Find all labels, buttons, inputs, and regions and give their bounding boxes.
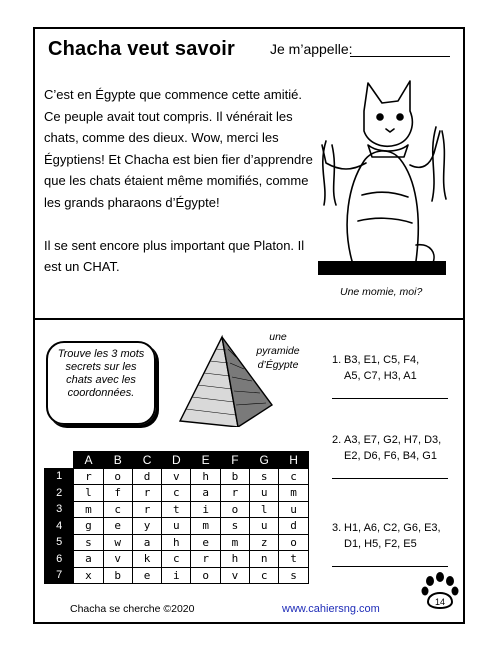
grid-letter-cell[interactable]: b <box>103 567 132 584</box>
grid-letter-cell[interactable]: h <box>220 551 249 568</box>
grid-row <box>45 551 309 568</box>
grid-corner <box>45 452 74 469</box>
grid-letter-cell[interactable]: s <box>250 468 279 485</box>
clue-coords-line1: H1, A6, C2, G6, E3, <box>344 522 441 534</box>
grid-letter-cell[interactable]: u <box>279 501 308 518</box>
grid-letter-cell[interactable]: l <box>74 485 103 502</box>
grid-letter-cell[interactable]: r <box>132 501 161 518</box>
image-caption: Une momie, moi? <box>340 286 423 298</box>
grid-letter-cell[interactable]: c <box>162 485 191 502</box>
grid-letter-cell[interactable]: a <box>191 485 220 502</box>
copyright-text: Chacha se cherche ©2020 <box>70 603 195 615</box>
grid-letter-cell[interactable]: o <box>279 534 308 551</box>
grid-letter-cell[interactable]: s <box>220 518 249 535</box>
grid-letter-cell[interactable]: m <box>74 501 103 518</box>
grid-letter-cell[interactable]: n <box>250 551 279 568</box>
grid-row-header: 3 <box>45 501 74 518</box>
grid-letter-cell[interactable]: c <box>279 468 308 485</box>
clue-coords-line2: E2, D6, F6, B4, G1 <box>344 450 437 462</box>
grid-letter-cell[interactable]: f <box>103 485 132 502</box>
grid-row-header: 6 <box>45 551 74 568</box>
clue-number: 2. <box>332 434 342 446</box>
grid-col-header: A <box>74 452 103 469</box>
grid-letter-cell[interactable]: u <box>250 485 279 502</box>
clue-number: 3. <box>332 522 342 534</box>
clue-1 <box>332 352 419 384</box>
grid-letter-cell[interactable]: k <box>132 551 161 568</box>
clue-coords-line1: A3, E7, G2, H7, D3, <box>344 434 442 446</box>
grid-letter-cell[interactable]: o <box>103 468 132 485</box>
grid-letter-cell[interactable]: a <box>132 534 161 551</box>
clue-3 <box>332 520 441 552</box>
grid-letter-cell[interactable]: x <box>74 567 103 584</box>
paw-print-icon <box>420 572 460 612</box>
clue-2 <box>332 432 441 464</box>
grid-letter-cell[interactable]: h <box>191 468 220 485</box>
answer-line-3[interactable] <box>332 566 448 567</box>
grid-letter-cell[interactable]: w <box>103 534 132 551</box>
instruction-text: Trouve les 3 mots secrets sur les chats avec les coordonnées. <box>57 348 145 399</box>
grid-col-header: F <box>220 452 249 469</box>
grid-letter-cell[interactable]: d <box>132 468 161 485</box>
grid-letter-cell[interactable]: c <box>250 567 279 584</box>
grid-letter-cell[interactable]: e <box>103 518 132 535</box>
mummy-cat-illustration <box>312 75 452 285</box>
grid-letter-cell[interactable]: e <box>132 567 161 584</box>
grid-col-header: C <box>132 452 161 469</box>
grid-row-header: 1 <box>45 468 74 485</box>
grid-letter-cell[interactable]: s <box>279 567 308 584</box>
grid-col-header: E <box>191 452 220 469</box>
grid-row <box>45 567 309 584</box>
grid-letter-cell[interactable]: l <box>250 501 279 518</box>
grid-col-header: B <box>103 452 132 469</box>
grid-letter-cell[interactable]: z <box>250 534 279 551</box>
grid-letter-cell[interactable]: u <box>162 518 191 535</box>
grid-letter-cell[interactable]: t <box>162 501 191 518</box>
grid-letter-cell[interactable]: r <box>220 485 249 502</box>
grid-row-header: 7 <box>45 567 74 584</box>
grid-letter-cell[interactable]: u <box>250 518 279 535</box>
grid-letter-cell[interactable]: r <box>132 485 161 502</box>
section-divider <box>33 318 465 320</box>
grid-letter-cell[interactable]: c <box>103 501 132 518</box>
grid-row-header: 4 <box>45 518 74 535</box>
grid-letter-cell[interactable]: m <box>220 534 249 551</box>
clue-coords-line1: B3, E1, C5, F4, <box>344 354 420 366</box>
grid-letter-cell[interactable]: r <box>191 551 220 568</box>
grid-letter-cell[interactable]: c <box>162 551 191 568</box>
grid-letter-cell[interactable]: i <box>162 567 191 584</box>
grid-letter-cell[interactable]: y <box>132 518 161 535</box>
grid-row <box>45 501 309 518</box>
grid-letter-cell[interactable]: a <box>74 551 103 568</box>
grid-letter-cell[interactable]: d <box>279 518 308 535</box>
clue-coords-line2: D1, H5, F2, E5 <box>344 538 417 550</box>
grid-letter-cell[interactable]: e <box>191 534 220 551</box>
answer-line-2[interactable] <box>332 478 448 479</box>
grid-col-header: H <box>279 452 308 469</box>
grid-letter-cell[interactable]: s <box>74 534 103 551</box>
grid-letter-cell[interactable]: v <box>220 567 249 584</box>
grid-letter-cell[interactable]: o <box>191 567 220 584</box>
grid-body <box>45 468 309 584</box>
grid-col-header: G <box>250 452 279 469</box>
name-blank-line[interactable] <box>350 56 450 57</box>
grid-letter-cell[interactable]: h <box>162 534 191 551</box>
grid-letter-cell[interactable]: m <box>191 518 220 535</box>
grid-letter-cell[interactable]: g <box>74 518 103 535</box>
grid-row-header: 5 <box>45 534 74 551</box>
worksheet-title: Chacha veut savoir <box>48 38 236 60</box>
story-paragraph-1: C’est en Égypte que commence cette amitié. Ce peuple avait tout compris. Il vénérait les chats, comme des dieux. Wow, merci les Égyptiens! Et Chacha est bien fier d’apprendre que les chats étaient même momifiés, comme les grands pharaons d’Égypte! <box>44 87 313 210</box>
grid-header-row <box>45 452 309 469</box>
grid-letter-cell[interactable]: i <box>191 501 220 518</box>
pyramid-label: une pyramide d’Égypte <box>256 331 300 371</box>
grid-row <box>45 485 309 502</box>
letter-grid <box>44 451 309 584</box>
story-paragraph-2: Il se sent encore plus important que Platon. Il est un CHAT. <box>44 237 305 275</box>
clue-coords-line2: A5, C7, H3, A1 <box>344 370 417 382</box>
story-text <box>44 84 314 278</box>
clue-number: 1. <box>332 354 342 366</box>
grid-letter-cell[interactable]: v <box>103 551 132 568</box>
grid-letter-cell[interactable]: r <box>74 468 103 485</box>
grid-letter-cell[interactable]: m <box>279 485 308 502</box>
website-link[interactable]: www.cahiersng.com <box>282 603 380 615</box>
page-number: 14 <box>434 597 446 607</box>
grid-row <box>45 518 309 535</box>
grid-letter-cell[interactable]: b <box>220 468 249 485</box>
grid-row <box>45 468 309 485</box>
grid-letter-cell[interactable]: o <box>220 501 249 518</box>
grid-row <box>45 534 309 551</box>
grid-letter-cell[interactable]: t <box>279 551 308 568</box>
grid-letter-cell[interactable]: v <box>162 468 191 485</box>
answer-line-1[interactable] <box>332 398 448 399</box>
grid-row-header: 2 <box>45 485 74 502</box>
name-label: Je m’appelle: <box>270 41 353 57</box>
grid-col-header: D <box>162 452 191 469</box>
